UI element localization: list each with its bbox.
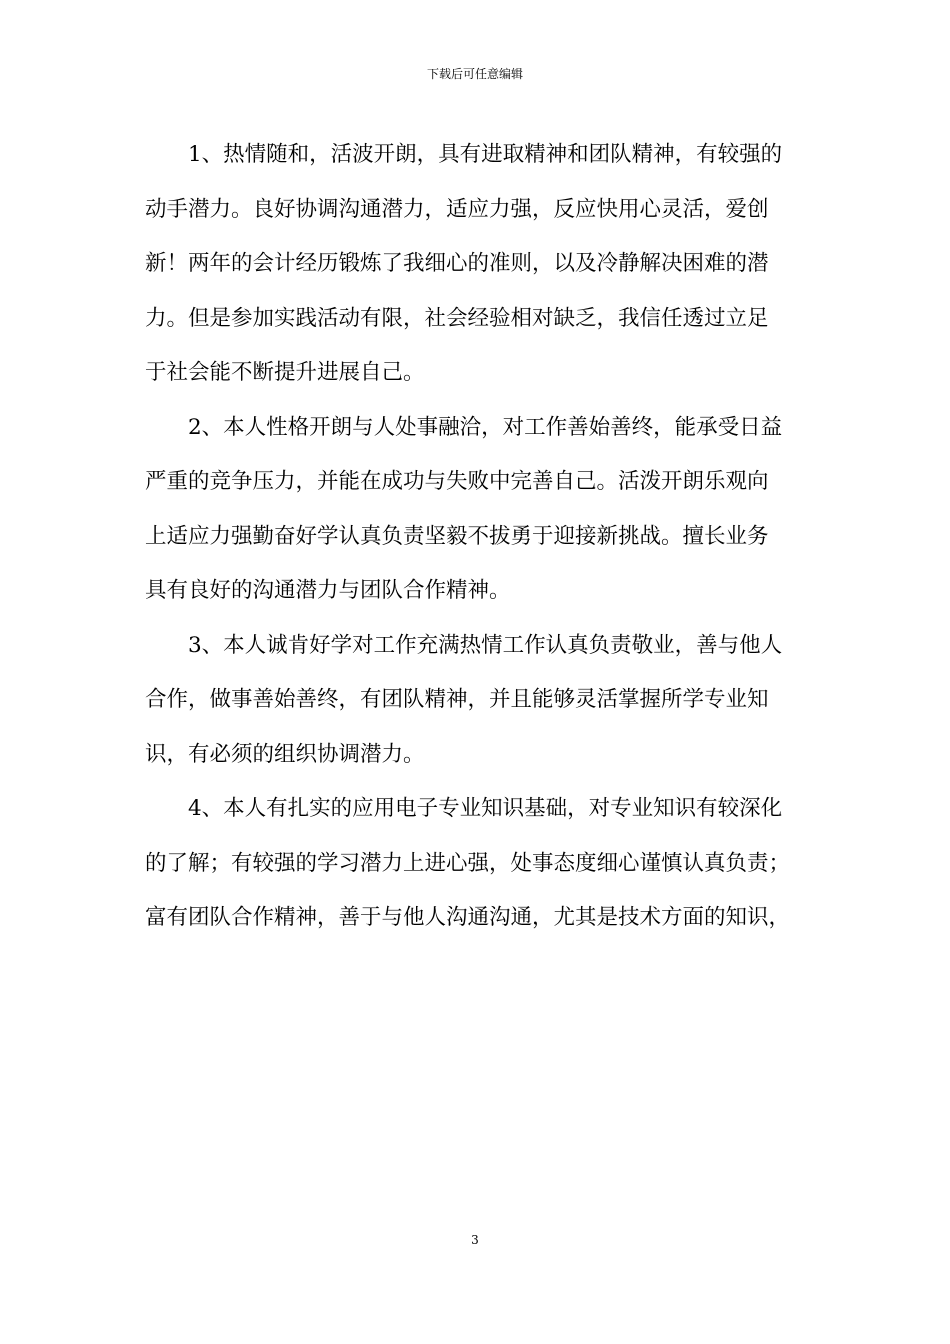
paragraph-1	[145, 128, 815, 401]
paragraph-3	[145, 619, 815, 783]
paragraph-2	[145, 401, 815, 619]
paragraph-line: 的了解；有较强的学习潜力上进心强，处事态度细心谨慎认真负责；	[145, 850, 791, 876]
paragraph-line: 严重的竞争压力，并能在成功与失败中完善自己。活泼开朗乐观向	[145, 469, 769, 494]
page-number: 3	[471, 1233, 479, 1247]
paragraph-line: 于社会能不断提升进展自己。	[145, 360, 425, 385]
paragraph-line: 3、本人诚肯好学对工作充满热情工作认真负责敬业，善与他人	[188, 632, 783, 658]
paragraph-line: 具有良好的沟通潜力与团队合作精神。	[145, 578, 511, 603]
page-header: 下载后可任意编辑	[426, 67, 523, 81]
paragraph-line: 2、本人性格开朗与人处事融洽，对工作善始善终，能承受日益	[188, 414, 783, 440]
paragraph-4	[145, 782, 815, 946]
paragraph-line: 识，有必须的组织协调潜力。	[145, 741, 425, 767]
paragraph-line: 合作，做事善始善终，有团队精神，并且能够灵活掌握所学专业知	[145, 687, 769, 712]
paragraph-line: 富有团队合作精神，善于与他人沟通沟通，尤其是技术方面的知识，	[145, 905, 791, 930]
paragraph-line: 新！两年的会计经历锻炼了我细心的准则，以及冷静解决困难的潜	[145, 251, 769, 276]
paragraph-line: 力。但是参加实践活动有限，社会经验相对缺乏，我信任透过立足	[145, 305, 769, 331]
paragraph-line: 4、本人有扎实的应用电子专业知识基础，对专业知识有较深化	[188, 796, 783, 821]
paragraph-line: 上适应力强勤奋好学认真负责坚毅不拔勇于迎接新挑战。擅长业务	[145, 523, 769, 549]
document-body	[145, 128, 815, 946]
paragraph-line: 动手潜力。良好协调沟通潜力，适应力强，反应快用心灵活，爱创	[145, 196, 769, 222]
paragraph-line: 1、热情随和，活波开朗，具有进取精神和团队精神，有较强的	[188, 142, 783, 167]
